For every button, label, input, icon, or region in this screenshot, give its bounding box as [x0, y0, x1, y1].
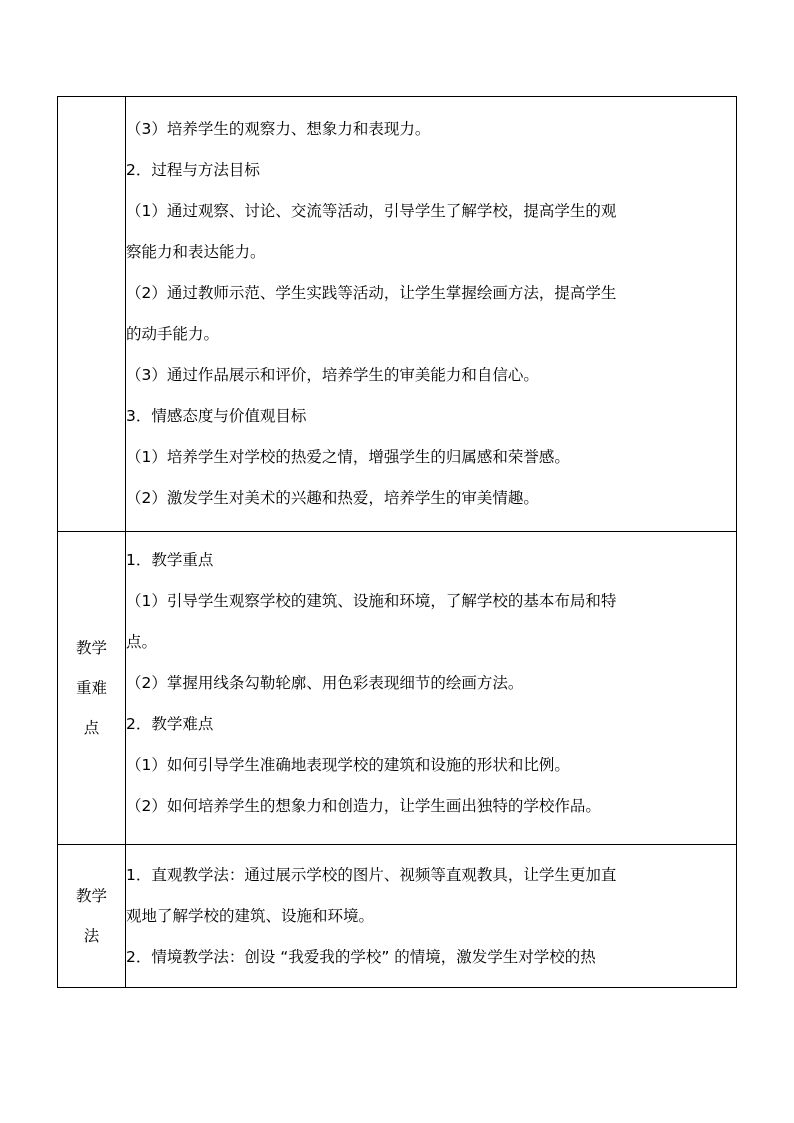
- key-points-line-2: （1）引导学生观察学校的建筑、设施和环境，了解学校的基本布局和特: [126, 592, 617, 610]
- objectives-line-2: 2．过程与方法目标: [126, 161, 260, 179]
- objectives-row: [58, 97, 737, 532]
- methods-line-3: 2．情境教学法：创设 “我爱我的学校” 的情境，激发学生对学校的热: [126, 948, 596, 966]
- methods-label-cell: [58, 845, 126, 988]
- objectives-label-cell: [58, 97, 126, 532]
- objectives-line-1: （3）培养学生的观察力、想象力和表现力。: [126, 120, 431, 138]
- key-points-line-3: 点。: [126, 633, 158, 651]
- objectives-line-5: （2）通过教师示范、学生实践等活动，让学生掌握绘画方法，提高学生: [126, 284, 617, 302]
- objectives-line-9: （1）培养学生对学校的热爱之情，增强学生的归属感和荣誉感。: [126, 448, 570, 466]
- methods-content-cell: [126, 845, 737, 988]
- objectives-line-8: 3．情感态度与价值观目标: [126, 407, 307, 425]
- key-points-label-cell: [58, 532, 126, 845]
- key-points-line-5: 2．教学难点: [126, 715, 214, 733]
- methods-row: [58, 845, 737, 988]
- objectives-line-4: 察能力和表达能力。: [126, 243, 266, 261]
- key-points-line-1: 1．教学重点: [126, 551, 214, 569]
- key-points-content-cell: [126, 532, 737, 845]
- key-points-line-4: （2）掌握用线条勾勒轮廓、用色彩表现细节的绘画方法。: [126, 674, 524, 692]
- objectives-content-cell: [126, 97, 737, 532]
- objectives-line-6: 的动手能力。: [126, 325, 220, 343]
- key-points-label: 教学重难点: [75, 639, 107, 737]
- methods-label: 教学法: [75, 887, 107, 945]
- methods-line-2: 观地了解学校的建筑、设施和环境。: [126, 907, 375, 925]
- lesson-plan-table: [57, 96, 737, 988]
- objectives-line-10: （2）激发学生对美术的兴趣和热爱，培养学生的审美情趣。: [126, 489, 539, 507]
- objectives-line-7: （3）通过作品展示和评价，培养学生的审美能力和自信心。: [126, 366, 539, 384]
- key-points-row: [58, 532, 737, 845]
- key-points-line-7: （2）如何培养学生的想象力和创造力，让学生画出独特的学校作品。: [126, 797, 601, 815]
- objectives-line-3: （1）通过观察、讨论、交流等活动，引导学生了解学校，提高学生的观: [126, 202, 617, 220]
- methods-line-1: 1．直观教学法：通过展示学校的图片、视频等直观教具，让学生更加直: [126, 866, 617, 884]
- key-points-line-6: （1）如何引导学生准确地表现学校的建筑和设施的形状和比例。: [126, 756, 570, 774]
